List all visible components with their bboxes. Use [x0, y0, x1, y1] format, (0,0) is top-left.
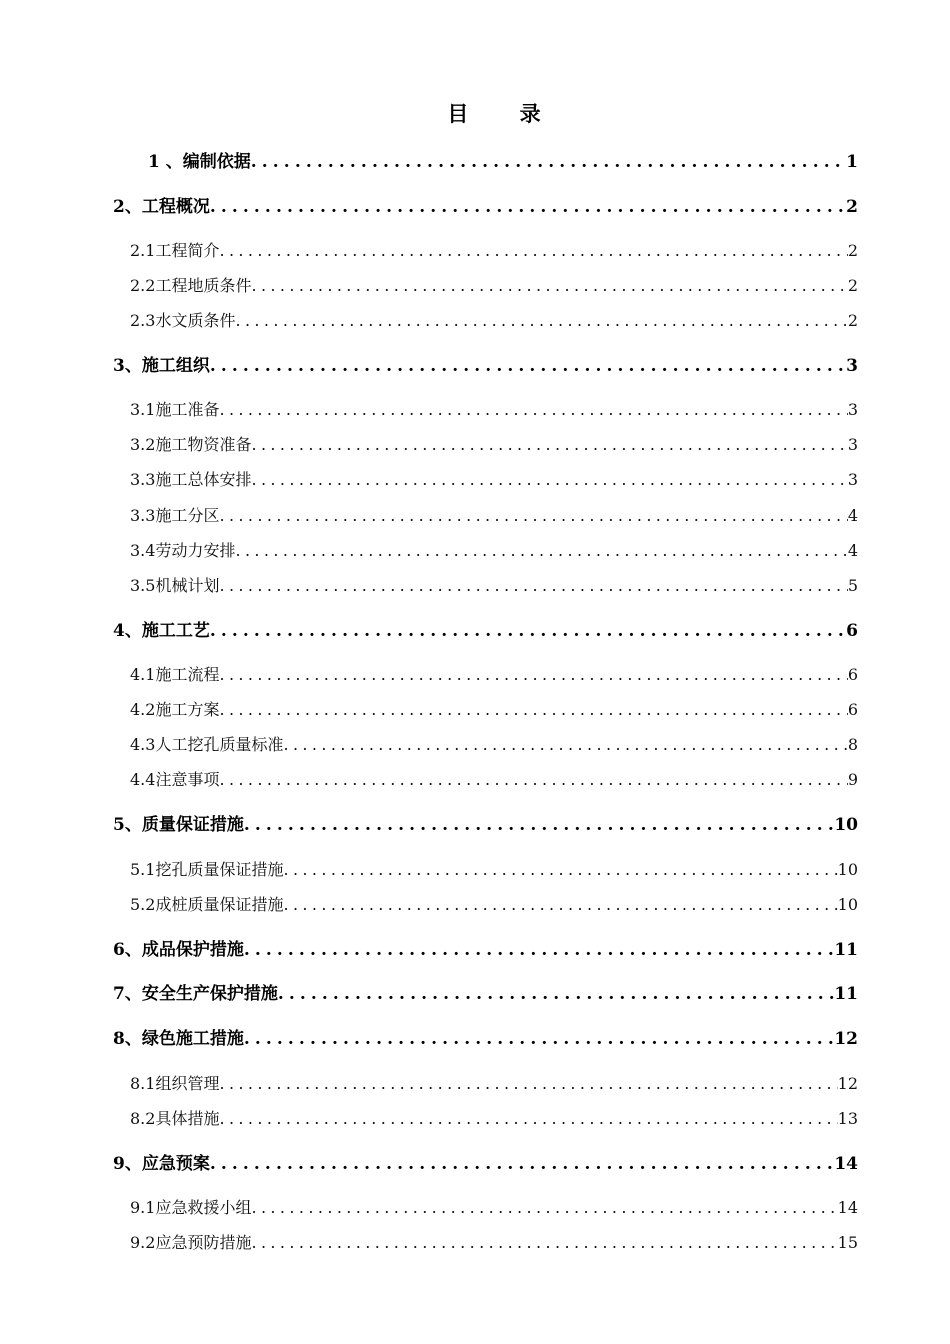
- dot-leader: [283, 733, 847, 757]
- dot-leader: [283, 858, 837, 882]
- toc-entry-4-3[interactable]: [130, 733, 858, 757]
- dot-leader: [251, 433, 847, 457]
- dot-leader: [235, 539, 847, 563]
- toc-entry-label: 2.2工程地质条件: [130, 276, 252, 295]
- toc-entry-3-1[interactable]: [130, 398, 858, 422]
- toc-entry-label: 4.4注意事项: [130, 770, 220, 789]
- toc-entry-label: 8.1组织管理: [130, 1074, 220, 1093]
- toc-entry-page: 4: [847, 506, 858, 525]
- toc-entry-page: 11: [834, 940, 858, 960]
- toc-entry-page: 6: [847, 665, 858, 684]
- dot-leader: [244, 1027, 834, 1051]
- toc-entry-page: 6: [846, 621, 858, 641]
- toc-entry-page: 10: [834, 815, 858, 835]
- toc-entry-label: 4.2施工方案: [130, 700, 220, 719]
- dot-leader: [251, 150, 846, 174]
- toc-entry-page: 2: [847, 276, 858, 295]
- toc-entry-page: 3: [847, 470, 858, 489]
- toc-entry-page: 12: [834, 1029, 858, 1049]
- toc-entry-page: 1: [846, 152, 858, 172]
- toc-title: 目 录: [447, 101, 563, 126]
- dot-leader: [219, 768, 847, 792]
- dot-leader: [244, 938, 834, 962]
- toc-entry-8-2[interactable]: [130, 1107, 858, 1131]
- toc-entry-page: 11: [834, 984, 858, 1004]
- toc-entry-6[interactable]: [113, 938, 858, 962]
- toc-entry-2-3[interactable]: [130, 309, 858, 333]
- toc-entry-label: 3.5机械计划: [130, 576, 220, 595]
- toc-entry-label: 3.3施工分区: [130, 506, 220, 525]
- toc-entry-5[interactable]: [113, 813, 858, 837]
- toc-entry-label: 5.2成桩质量保证措施: [130, 895, 284, 914]
- toc-entry-label: 4、施工工艺: [113, 621, 210, 641]
- toc-entry-page: 2: [847, 241, 858, 260]
- toc-entry-page: 3: [846, 356, 858, 376]
- toc-entry-8-1[interactable]: [130, 1072, 858, 1096]
- dot-leader: [219, 698, 847, 722]
- toc-entry-label: 5、质量保证措施: [113, 815, 244, 835]
- toc-entry-page: 9: [847, 770, 858, 789]
- toc-entry-label: 9.2应急预防措施: [130, 1233, 252, 1252]
- toc-entry-3-4[interactable]: [130, 539, 858, 563]
- toc-entry-1[interactable]: [148, 150, 858, 174]
- dot-leader: [219, 574, 847, 598]
- toc-entry-page: 13: [837, 1109, 858, 1128]
- toc-entry-9-1[interactable]: [130, 1196, 858, 1220]
- toc-entry-page: 5: [847, 576, 858, 595]
- dot-leader: [219, 1072, 837, 1096]
- toc-entry-label: 6、成品保护措施: [113, 940, 244, 960]
- toc-entry-page: 3: [847, 400, 858, 419]
- dot-leader: [210, 195, 846, 219]
- dot-leader: [251, 274, 847, 298]
- toc-entry-5-2[interactable]: [130, 893, 858, 917]
- dot-leader: [251, 468, 847, 492]
- toc-entry-3-5[interactable]: [130, 574, 858, 598]
- toc-entry-label: 5.1挖孔质量保证措施: [130, 860, 284, 879]
- dot-leader: [219, 239, 847, 263]
- dot-leader: [235, 309, 847, 333]
- toc-entry-4-4[interactable]: [130, 768, 858, 792]
- toc-entry-3[interactable]: [113, 354, 858, 378]
- toc-entry-label: 9、应急预案: [113, 1154, 210, 1174]
- toc-entry-label: 9.1应急救援小组: [130, 1198, 252, 1217]
- toc-entry-page: 8: [847, 735, 858, 754]
- toc-entry-3-3b[interactable]: [130, 504, 858, 528]
- toc-entry-page: 10: [837, 860, 858, 879]
- toc-entry-label: 4.1施工流程: [130, 665, 220, 684]
- toc-entry-5-1[interactable]: [130, 858, 858, 882]
- toc-entry-8[interactable]: [113, 1027, 858, 1051]
- toc-entry-label: 3.3施工总体安排: [130, 470, 252, 489]
- toc-entry-label: 1 、编制依据: [148, 152, 251, 172]
- toc-entry-label: 8.2具体措施: [130, 1109, 220, 1128]
- dot-leader: [210, 619, 846, 643]
- dot-leader: [219, 504, 847, 528]
- dot-leader: [283, 893, 837, 917]
- toc-entry-page: 15: [837, 1233, 858, 1252]
- dot-leader: [251, 1196, 837, 1220]
- toc-entry-2-2[interactable]: [130, 274, 858, 298]
- toc-entry-label: 2.3水文质条件: [130, 311, 236, 330]
- toc-entry-label: 3.2施工物资准备: [130, 435, 252, 454]
- toc-entry-label: 3、施工组织: [113, 356, 210, 376]
- toc-entry-9-2[interactable]: [130, 1231, 858, 1255]
- toc-entry-page: 10: [837, 895, 858, 914]
- toc-entry-label: 4.3人工挖孔质量标准: [130, 735, 284, 754]
- toc-entry-4-1[interactable]: [130, 663, 858, 687]
- toc-entry-page: 12: [837, 1074, 858, 1093]
- toc-entry-page: 14: [837, 1198, 858, 1217]
- toc-entry-label: 2、工程概况: [113, 197, 210, 217]
- toc-entry-page: 14: [834, 1154, 858, 1174]
- toc-entry-label: 2.1工程简介: [130, 241, 220, 260]
- toc-entry-2-1[interactable]: [130, 239, 858, 263]
- toc-entry-page: 3: [847, 435, 858, 454]
- dot-leader: [251, 1231, 837, 1255]
- toc-entry-7[interactable]: [113, 982, 858, 1006]
- toc-entry-9[interactable]: [113, 1152, 858, 1176]
- toc-entry-3-2[interactable]: [130, 433, 858, 457]
- toc-entry-label: 3.4劳动力安排: [130, 541, 236, 560]
- dot-leader: [219, 398, 847, 422]
- toc-entry-page: 6: [847, 700, 858, 719]
- toc-entry-page: 2: [846, 197, 858, 217]
- toc-entry-page: 2: [847, 311, 858, 330]
- dot-leader: [219, 663, 847, 687]
- toc-entry-label: 3.1施工准备: [130, 400, 220, 419]
- toc-entry-2[interactable]: [113, 195, 858, 219]
- dot-leader: [210, 354, 846, 378]
- dot-leader: [244, 813, 834, 837]
- toc-entry-4[interactable]: [113, 619, 858, 643]
- toc-entry-4-2[interactable]: [130, 698, 858, 722]
- dot-leader: [278, 982, 834, 1006]
- toc-entry-label: 8、绿色施工措施: [113, 1029, 244, 1049]
- toc-entry-page: 4: [847, 541, 858, 560]
- dot-leader: [210, 1152, 834, 1176]
- toc-entry-3-3a[interactable]: [130, 468, 858, 492]
- dot-leader: [219, 1107, 837, 1131]
- toc-entry-label: 7、安全生产保护措施: [113, 984, 278, 1004]
